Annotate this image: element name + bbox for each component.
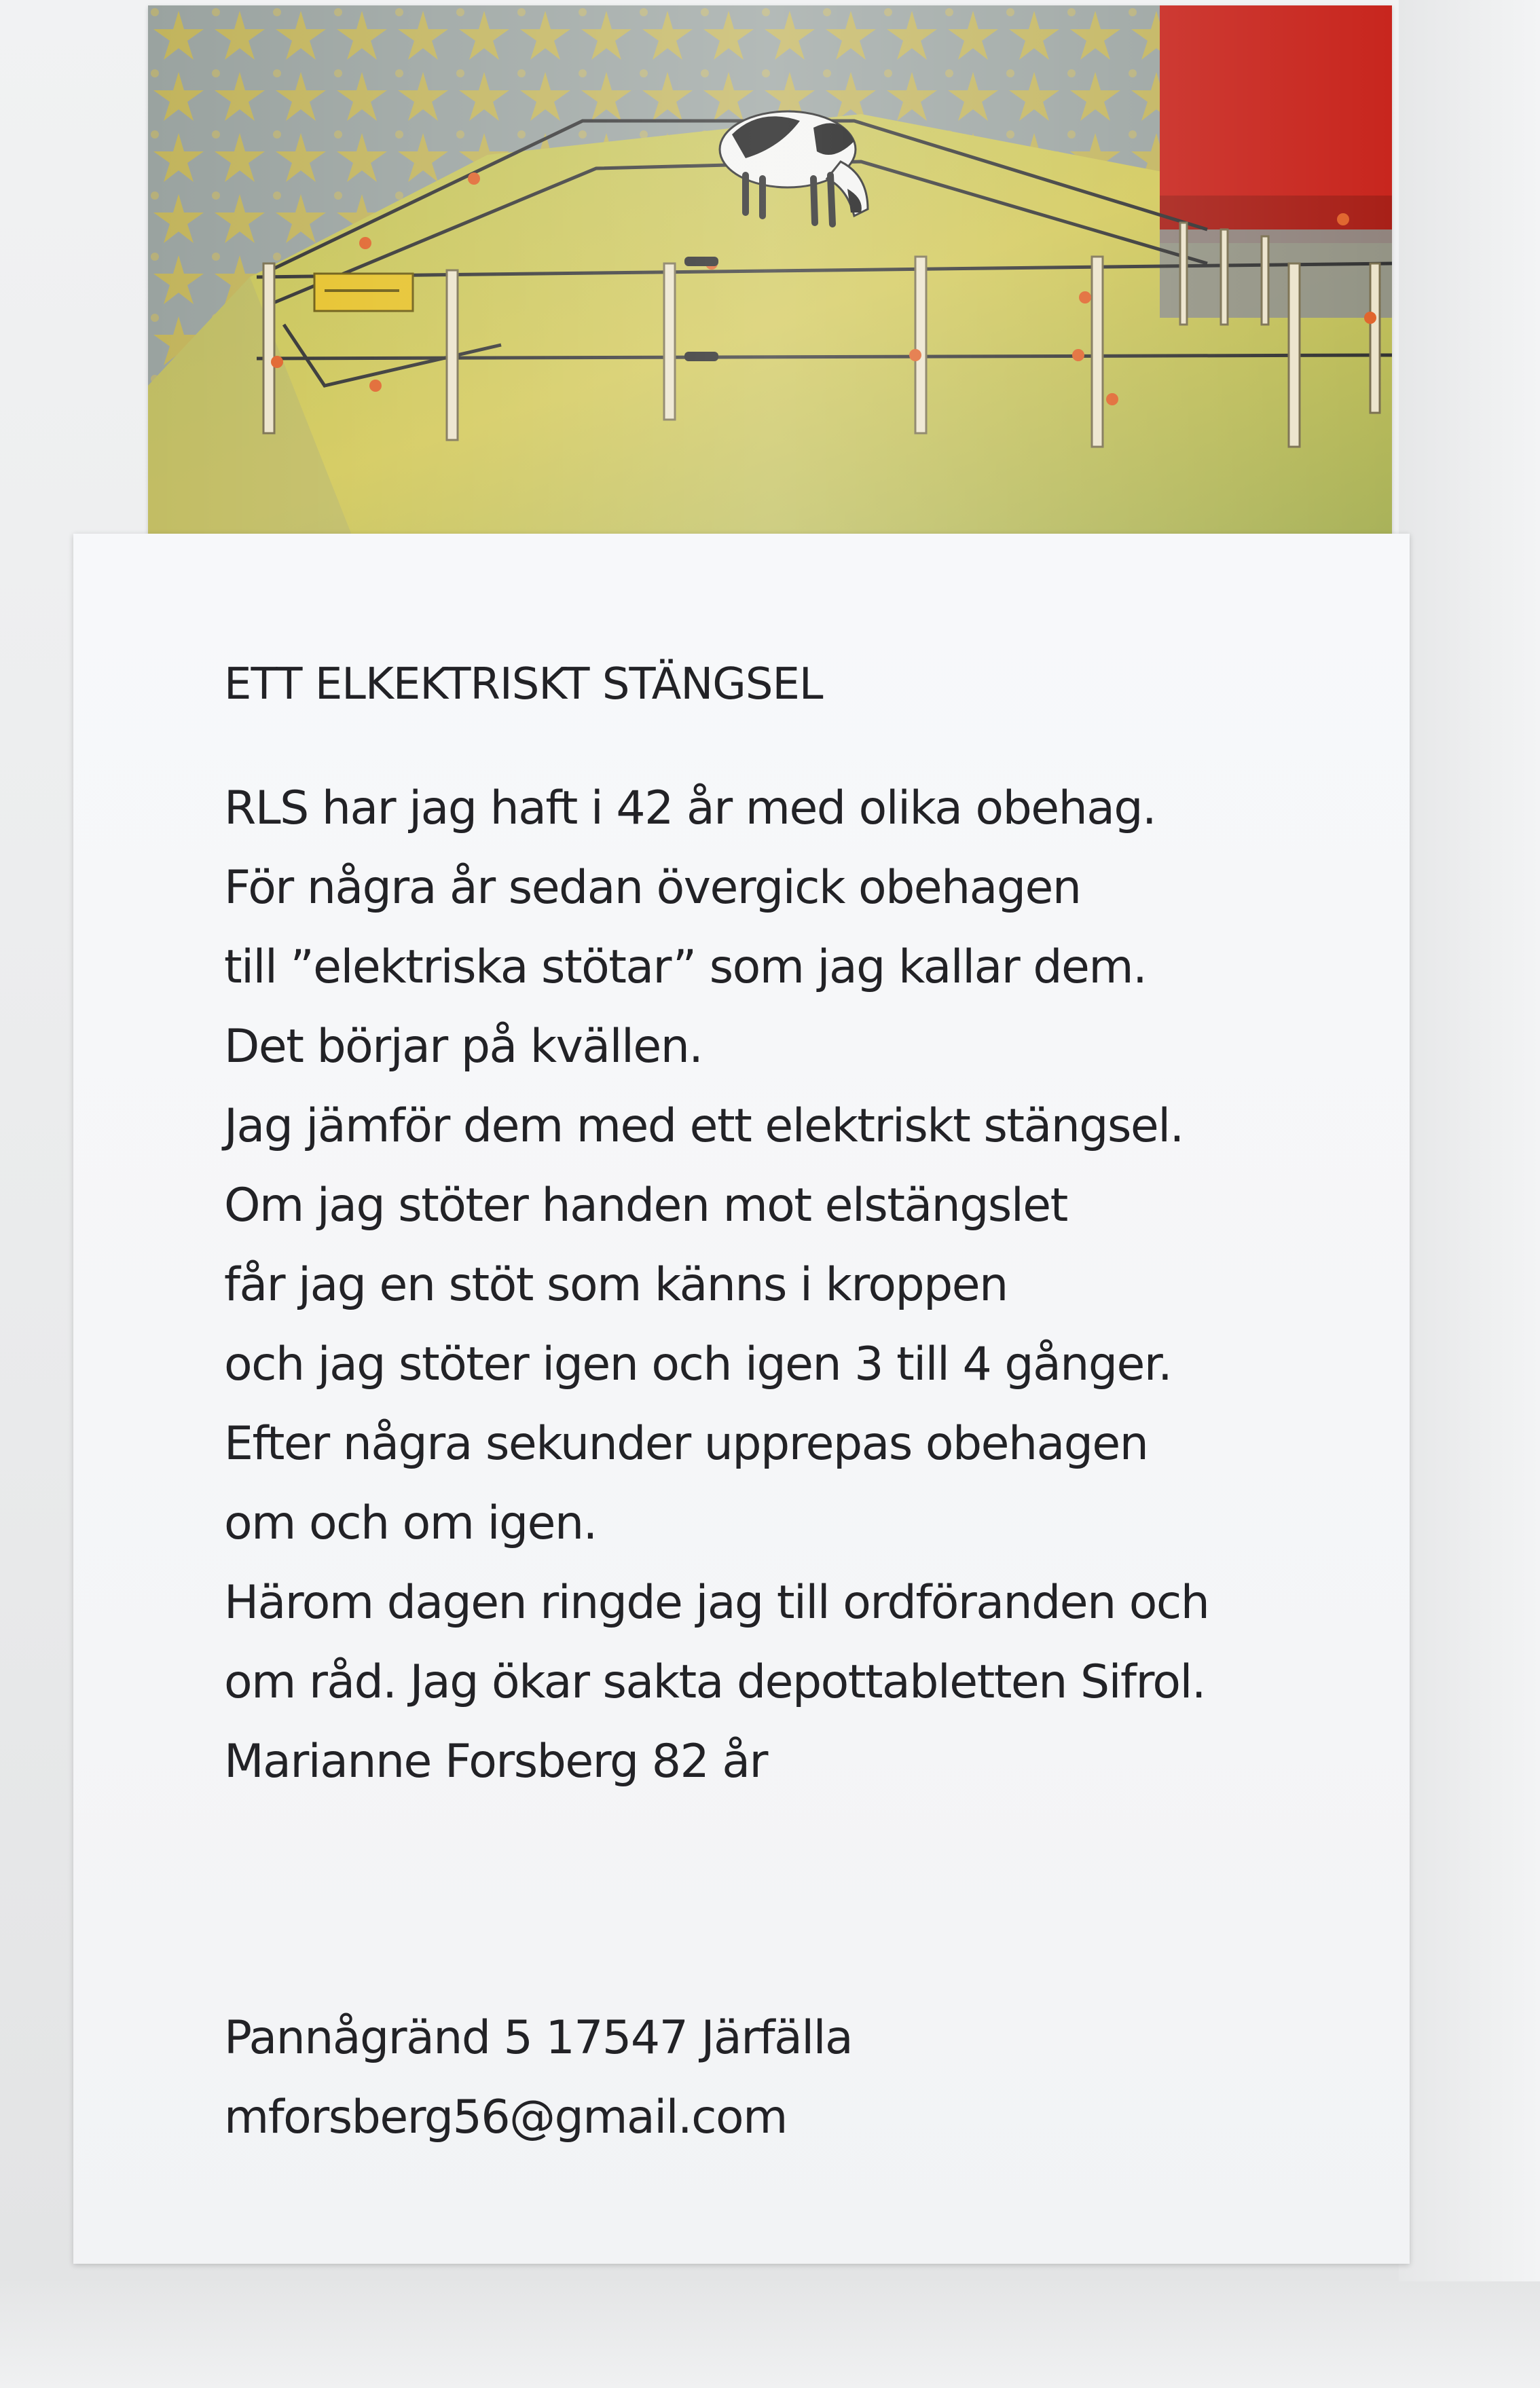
address: Pannågränd 5 17547 Järfälla: [224, 2011, 853, 2065]
body-line: till ”elektriska stötar” som jag kallar dem.: [224, 940, 1147, 994]
body-line: RLS har jag haft i 42 år med olika obehag.: [224, 782, 1156, 835]
email-address: mforsberg56@gmail.com: [224, 2091, 787, 2144]
body-line: Efter några sekunder upprepas obehagen: [224, 1417, 1148, 1471]
letter-title: ETT ELKEKTRISKT STÄNGSEL: [224, 659, 823, 710]
body-line: och jag stöter igen och igen 3 till 4 gånger.: [224, 1338, 1172, 1391]
body-line: om råd. Jag ökar sakta depottabletten Sifrol.: [224, 1655, 1206, 1709]
spacer: [224, 1801, 1378, 1998]
body-line: om och om igen.: [224, 1496, 597, 1550]
backboard-bottom: [0, 2281, 1540, 2388]
fence-picture: [148, 5, 1392, 535]
backboard-edge: [1399, 0, 1540, 2388]
letter-sheet: [73, 534, 1410, 2264]
body-line: Om jag stöter handen mot elstängslet: [224, 1179, 1067, 1232]
body-line: Härom dagen ringde jag till ordföranden och: [224, 1576, 1209, 1630]
body-line: får jag en stöt som känns i kroppen: [224, 1258, 1008, 1312]
body-line: Jag jämför dem med ett elektriskt stängsel.: [224, 1099, 1184, 1153]
signature-line: Marianne Forsberg 82 år: [224, 1735, 767, 1788]
letter-content: [224, 659, 1378, 2157]
body-line: Det börjar på kvällen.: [224, 1020, 703, 1073]
body-line: För några år sedan övergick obehagen: [224, 861, 1081, 915]
electric-fence-illustration: [148, 5, 1392, 535]
